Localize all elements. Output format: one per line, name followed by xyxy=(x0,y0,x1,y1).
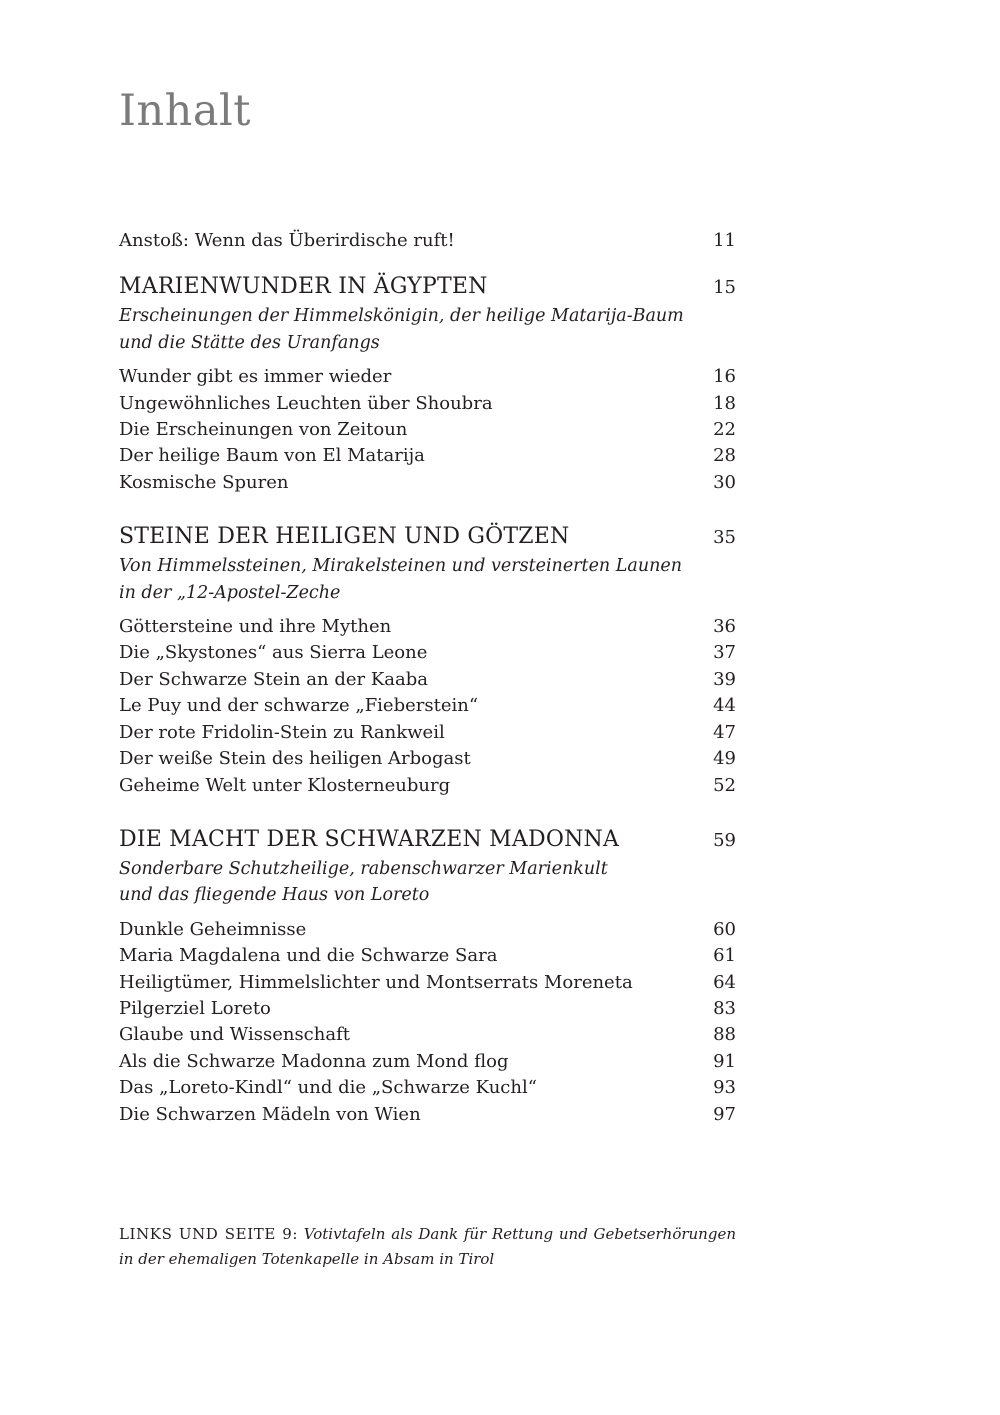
toc-entry-page: 91 xyxy=(713,1050,736,1072)
toc-entry-page: 22 xyxy=(713,419,736,441)
toc-entry[interactable] xyxy=(119,746,736,772)
section-heading[interactable] xyxy=(119,272,736,303)
section-title: STEINE DER HEILIGEN UND GÖTZEN xyxy=(119,524,570,550)
section-page: 35 xyxy=(713,527,736,549)
toc-entry-label: Die Schwarzen Mädeln von Wien xyxy=(119,1103,421,1125)
toc-entry-label: Geheime Welt unter Klosterneuburg xyxy=(119,774,451,796)
toc-entry-label: Wunder gibt es immer wieder xyxy=(119,366,392,388)
toc-entry-label: Der rote Fridolin-Stein zu Rankweil xyxy=(119,721,445,743)
toc-section xyxy=(119,522,736,799)
toc-entry[interactable] xyxy=(119,917,736,943)
toc-entry-page: 52 xyxy=(713,774,736,796)
toc-entry[interactable] xyxy=(119,667,736,693)
subtitle-line: Sonderbare Schutzheilige, rabenschwarzer Marienkult xyxy=(119,858,608,879)
toc-entry[interactable] xyxy=(119,1022,736,1048)
toc-entry[interactable] xyxy=(119,640,736,666)
section-title: MARIENWUNDER IN ÄGYPTEN xyxy=(119,274,488,300)
toc-intro-entry[interactable] xyxy=(119,228,736,254)
toc-entry[interactable] xyxy=(119,443,736,469)
toc-entry-page: 28 xyxy=(713,445,736,467)
toc-entry-label: Der Schwarze Stein an der Kaaba xyxy=(119,668,429,690)
toc-entry-label: Kosmische Spuren xyxy=(119,471,289,493)
toc-entry-page: 61 xyxy=(713,945,736,967)
toc-entry-page: 30 xyxy=(713,471,736,493)
toc-entry[interactable] xyxy=(119,773,736,799)
toc-entry[interactable] xyxy=(119,1049,736,1075)
toc-entry[interactable] xyxy=(119,996,736,1022)
toc-section xyxy=(119,272,736,496)
toc-entry[interactable] xyxy=(119,391,736,417)
toc-entry-page: 47 xyxy=(713,721,736,743)
toc-entry-label: Pilgerziel Loreto xyxy=(119,997,271,1019)
toc-entry-label: Dunkle Geheimnisse xyxy=(119,918,307,940)
toc-entry-page: 36 xyxy=(713,616,736,638)
section-page: 15 xyxy=(713,277,736,299)
toc-entry-page: 88 xyxy=(713,1024,736,1046)
toc-entry-page: 60 xyxy=(713,918,736,940)
toc-entry-label: Heiligtümer, Himmelslichter und Montserrats Moreneta xyxy=(119,971,633,993)
toc-entry-page: 11 xyxy=(713,230,736,251)
toc-entry-page: 97 xyxy=(713,1103,736,1125)
toc-entry[interactable] xyxy=(119,720,736,746)
toc-entry-page: 37 xyxy=(713,642,736,664)
toc-entry-label: Maria Magdalena und die Schwarze Sara xyxy=(119,945,498,967)
section-subtitle xyxy=(119,856,639,909)
toc-entry-label: Göttersteine und ihre Mythen xyxy=(119,616,392,638)
toc-entry-label: Die Erscheinungen von Zeitoun xyxy=(119,419,408,441)
toc-entry[interactable] xyxy=(119,970,736,996)
toc-entry-page: 49 xyxy=(713,748,736,770)
toc-entry-page: 39 xyxy=(713,668,736,690)
toc-entry-label: Le Puy und der schwarze „Fieberstein“ xyxy=(119,695,479,717)
section-subtitle xyxy=(119,553,682,606)
toc-entry-label: Glaube und Wissenschaft xyxy=(119,1024,350,1046)
toc-entry-label: Der weiße Stein des heiligen Arbogast xyxy=(119,748,471,770)
toc-entry-page: 83 xyxy=(713,997,736,1019)
toc-entry-page: 16 xyxy=(713,366,736,388)
toc-entry-page: 18 xyxy=(713,392,736,414)
toc-entry-page: 44 xyxy=(713,695,736,717)
subtitle-line: Von Himmelssteinen, Mirakelsteinen und versteinerten Launen xyxy=(119,556,682,577)
toc-entry[interactable] xyxy=(119,470,736,496)
subtitle-line: und das fliegende Haus von Loreto xyxy=(119,885,430,906)
toc-entry[interactable] xyxy=(119,693,736,719)
subtitle-line: Erscheinungen der Himmelskönigin, der heilige Matarija-Baum xyxy=(119,306,684,327)
toc-entry[interactable] xyxy=(119,364,736,390)
subtitle-line: und die Stätte des Uranfangs xyxy=(119,332,380,353)
toc-entry[interactable] xyxy=(119,417,736,443)
table-of-contents xyxy=(119,228,736,1154)
image-caption xyxy=(119,1222,736,1271)
toc-entry-page: 64 xyxy=(713,971,736,993)
page-title: Inhalt xyxy=(119,86,252,136)
toc-entry-label: Als die Schwarze Madonna zum Mond flog xyxy=(119,1050,509,1072)
caption-lead: LINKS UND SEITE 9: xyxy=(119,1225,299,1243)
subtitle-line: in der „12-Apostel-Zeche xyxy=(119,582,341,603)
section-page: 59 xyxy=(713,829,736,851)
toc-entry-label: Ungewöhnliches Leuchten über Shoubra xyxy=(119,392,493,414)
toc-entry-label: Die „Skystones“ aus Sierra Leone xyxy=(119,642,428,664)
caption-text: Votivtafeln als Dank für Rettung und Gebetserhörungen in der ehemaligen Totenkapelle in Absam in Tirol xyxy=(119,1225,736,1268)
section-heading[interactable] xyxy=(119,825,736,856)
section-heading[interactable] xyxy=(119,522,736,553)
toc-entry-label: Der heilige Baum von El Matarija xyxy=(119,445,425,467)
toc-entry[interactable] xyxy=(119,1075,736,1101)
toc-entry-label: Das „Loreto-Kindl“ und die „Schwarze Kuchl“ xyxy=(119,1077,537,1099)
toc-section xyxy=(119,825,736,1128)
toc-entry[interactable] xyxy=(119,614,736,640)
section-subtitle xyxy=(119,303,684,356)
section-title: DIE MACHT DER SCHWARZEN MADONNA xyxy=(119,826,620,852)
toc-entry-label: Anstoß: Wenn das Überirdische ruft! xyxy=(119,230,455,251)
toc-entry-page: 93 xyxy=(713,1077,736,1099)
toc-entry[interactable] xyxy=(119,1102,736,1128)
toc-entry[interactable] xyxy=(119,943,736,969)
